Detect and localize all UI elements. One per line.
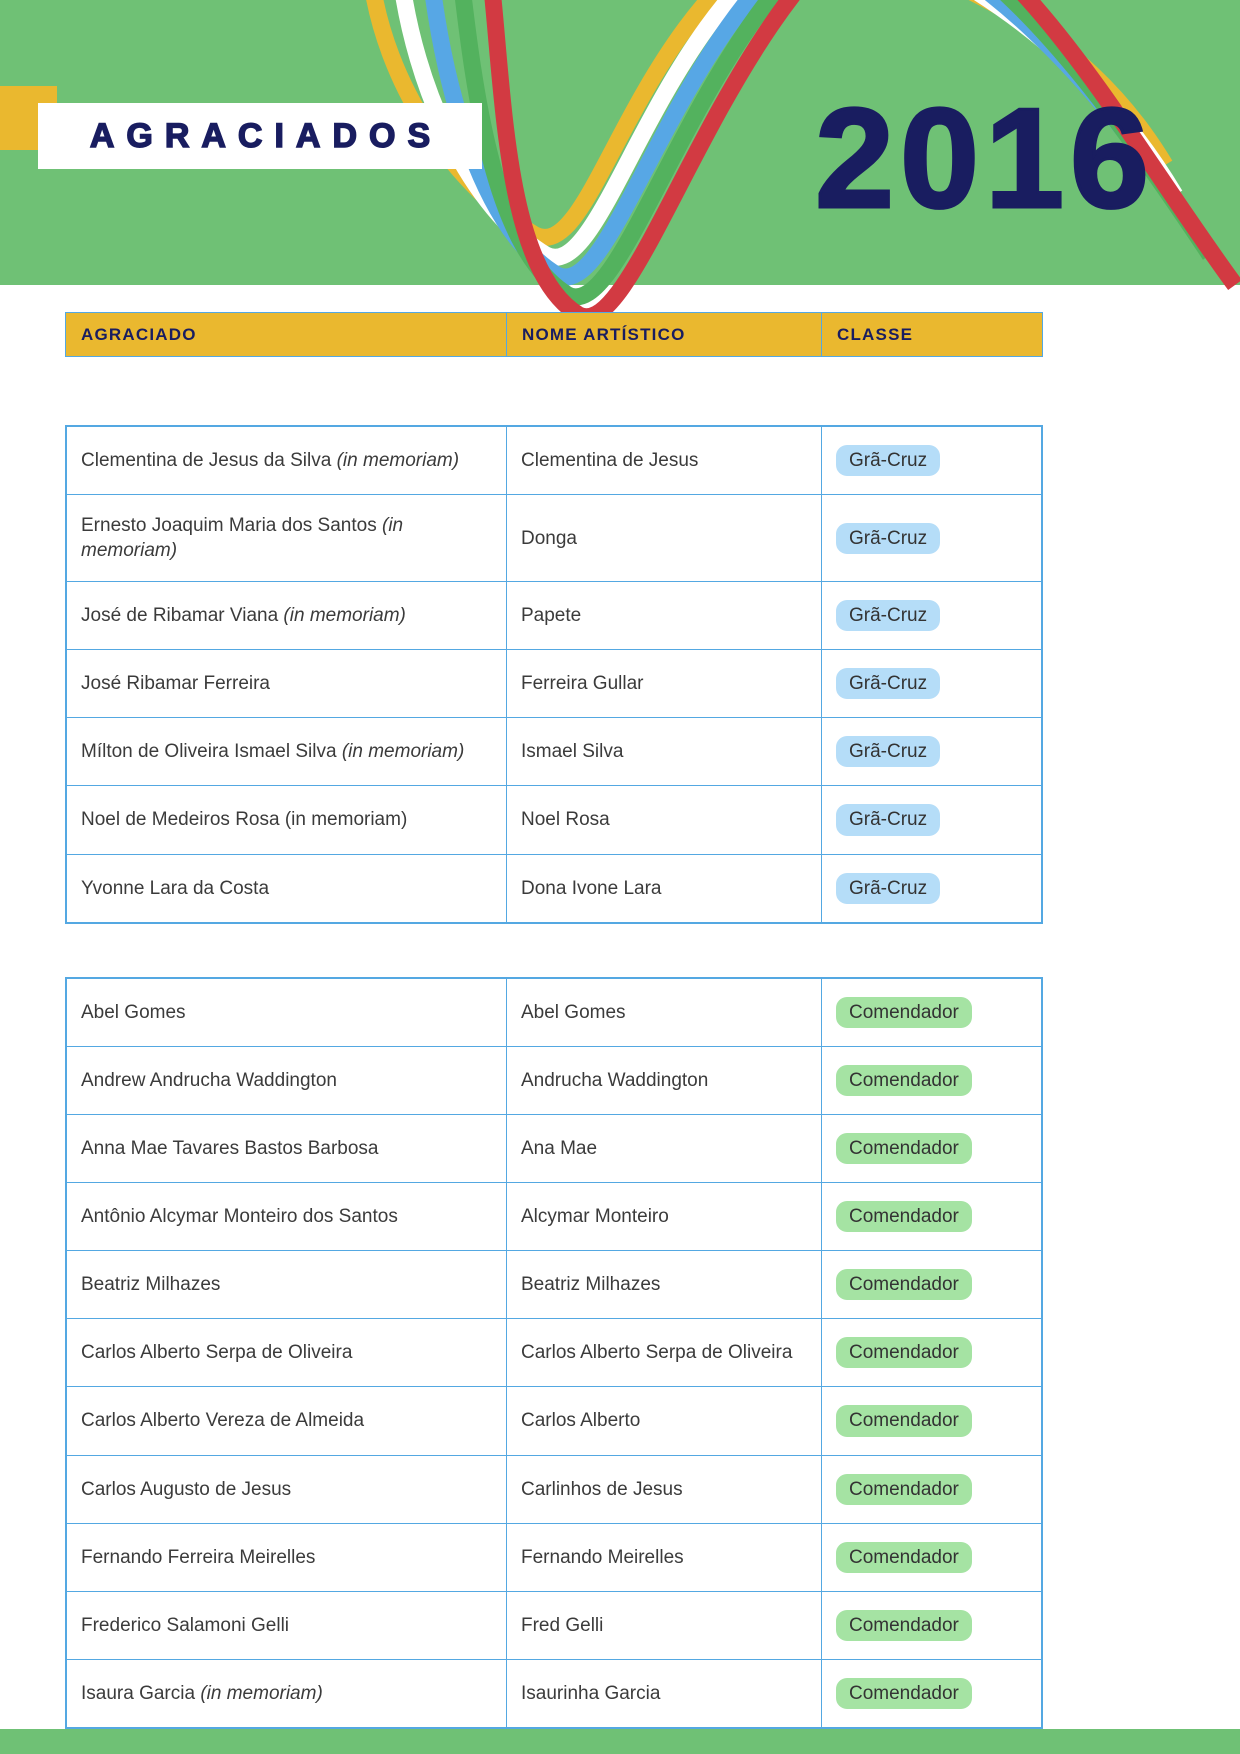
class-cell (822, 1251, 1041, 1318)
honoree-cell (67, 1251, 507, 1318)
table-row (67, 1114, 1041, 1182)
honoree-name: Clementina de Jesus da Silva (in memoriam) (81, 450, 460, 471)
table-row (67, 649, 1041, 717)
footer-bar (0, 1729, 1240, 1754)
class-cell (822, 1456, 1041, 1523)
class-cell (822, 1592, 1041, 1659)
page-title: AGRACIADOS (89, 116, 443, 155)
artistic-name: Beatriz Milhazes (521, 1274, 661, 1296)
table-header-row (65, 312, 1043, 357)
honoree-cell (67, 1319, 507, 1386)
year-label: 2016 (815, 79, 1155, 238)
artistic-name: Fernando Meirelles (521, 1546, 684, 1568)
column-header-nome-artistico: NOME ARTÍSTICO (506, 313, 821, 356)
artistic-name-cell (507, 1660, 822, 1727)
honoree-cell (67, 582, 507, 649)
artistic-name: Clementina de Jesus (521, 450, 699, 471)
class-cell (822, 1387, 1041, 1454)
class-cell (822, 650, 1041, 717)
table-row (67, 1046, 1041, 1114)
table-row (67, 1523, 1041, 1591)
artistic-name-cell (507, 855, 822, 922)
honoree-cell (67, 1047, 507, 1114)
honoree-name: Carlos Augusto de Jesus (81, 1478, 292, 1500)
honoree-name: Antônio Alcymar Monteiro dos Santos (81, 1206, 398, 1228)
artistic-name: Carlos Alberto (521, 1410, 641, 1432)
artistic-name-cell (507, 1319, 822, 1386)
honoree-name: Frederico Salamoni Gelli (81, 1614, 290, 1636)
honorees-table-comendador (65, 977, 1043, 1729)
artistic-name-cell (507, 495, 822, 581)
class-badge: Comendador (836, 1678, 972, 1709)
class-cell (822, 495, 1041, 581)
honoree-name: Isaura Garcia (in memoriam) (81, 1682, 323, 1704)
class-cell (822, 1115, 1041, 1182)
artistic-name-cell (507, 979, 822, 1046)
artistic-name: Ferreira Gullar (521, 673, 644, 695)
honoree-cell (67, 1456, 507, 1523)
honoree-name: Beatriz Milhazes (81, 1274, 221, 1296)
artistic-name: Isaurinha Garcia (521, 1682, 661, 1704)
table-row (67, 427, 1041, 494)
honoree-cell (67, 855, 507, 922)
table-row (67, 717, 1041, 785)
class-cell (822, 1047, 1041, 1114)
artistic-name: Ismael Silva (521, 741, 624, 763)
class-badge: Comendador (836, 1201, 972, 1232)
class-badge: Comendador (836, 1269, 972, 1300)
table-row (67, 854, 1041, 922)
table-row (67, 1386, 1041, 1454)
class-badge: Comendador (836, 1474, 972, 1505)
honoree-cell (67, 786, 507, 853)
artistic-name: Carlinhos de Jesus (521, 1478, 683, 1500)
artistic-name: Ana Mae (521, 1138, 598, 1160)
honoree-name: Abel Gomes (81, 1002, 186, 1023)
class-badge: Grã-Cruz (836, 668, 940, 699)
artistic-name: Donga (521, 527, 577, 549)
table-row (67, 785, 1041, 853)
class-badge: Comendador (836, 1065, 972, 1096)
table-row (67, 581, 1041, 649)
honoree-cell (67, 1387, 507, 1454)
artistic-name: Andrucha Waddington (521, 1070, 709, 1092)
class-badge: Grã-Cruz (836, 804, 940, 835)
honoree-name: Mílton de Oliveira Ismael Silva (in memoriam) (81, 741, 465, 763)
class-cell (822, 979, 1041, 1046)
class-badge: Comendador (836, 1405, 972, 1436)
class-cell (822, 1524, 1041, 1591)
class-badge: Comendador (836, 997, 972, 1028)
class-badge: Comendador (836, 1610, 972, 1641)
class-badge: Grã-Cruz (836, 523, 940, 554)
honoree-cell (67, 427, 507, 494)
honoree-name: Andrew Andrucha Waddington (81, 1070, 337, 1092)
honoree-name: José Ribamar Ferreira (81, 673, 270, 695)
class-badge: Comendador (836, 1542, 972, 1573)
honoree-name: Fernando Ferreira Meirelles (81, 1546, 316, 1568)
class-cell (822, 582, 1041, 649)
honoree-cell (67, 979, 507, 1046)
class-cell (822, 1183, 1041, 1250)
class-cell (822, 427, 1041, 494)
honoree-cell (67, 1660, 507, 1727)
class-cell (822, 1319, 1041, 1386)
honoree-cell (67, 650, 507, 717)
honoree-name: Carlos Alberto Serpa de Oliveira (81, 1342, 353, 1364)
honoree-cell (67, 1183, 507, 1250)
honoree-cell (67, 1115, 507, 1182)
class-badge: Grã-Cruz (836, 873, 940, 904)
class-badge: Grã-Cruz (836, 600, 940, 631)
artistic-name-cell (507, 582, 822, 649)
table-row (67, 1455, 1041, 1523)
class-cell (822, 855, 1041, 922)
honoree-cell (67, 495, 507, 581)
honoree-name: Yvonne Lara da Costa (81, 877, 270, 899)
honoree-name: Carlos Alberto Vereza de Almeida (81, 1410, 365, 1432)
table-row (67, 1182, 1041, 1250)
class-cell (822, 786, 1041, 853)
table-row (67, 1250, 1041, 1318)
column-header-classe: CLASSE (821, 313, 1042, 356)
artistic-name-cell (507, 427, 822, 494)
page-title-box (38, 103, 482, 169)
class-badge: Grã-Cruz (836, 445, 940, 476)
column-header-agraciado: AGRACIADO (66, 313, 506, 356)
honoree-cell (67, 718, 507, 785)
memoriam-note: (in memoriam) (81, 515, 404, 562)
honoree-name: Anna Mae Tavares Bastos Barbosa (81, 1138, 379, 1160)
table-row (67, 1659, 1041, 1727)
honorees-table-gra-cruz (65, 425, 1043, 924)
table-row (67, 979, 1041, 1046)
artistic-name: Abel Gomes (521, 1002, 626, 1023)
class-badge: Grã-Cruz (836, 736, 940, 767)
artistic-name: Fred Gelli (521, 1614, 604, 1636)
artistic-name: Alcymar Monteiro (521, 1206, 669, 1228)
header-banner (0, 0, 1240, 285)
memoriam-note: (in memoriam) (195, 1682, 323, 1704)
artistic-name: Papete (521, 605, 582, 627)
artistic-name-cell (507, 1456, 822, 1523)
memoriam-note: (in memoriam) (278, 605, 406, 627)
class-badge: Comendador (836, 1133, 972, 1164)
table-row (67, 1318, 1041, 1386)
class-cell (822, 1660, 1041, 1727)
honoree-name: José de Ribamar Viana (in memoriam) (81, 605, 406, 627)
artistic-name: Dona Ivone Lara (521, 877, 662, 899)
artistic-name: Carlos Alberto Serpa de Oliveira (521, 1342, 793, 1364)
artistic-name-cell (507, 650, 822, 717)
artistic-name-cell (507, 1115, 822, 1182)
table-row (67, 494, 1041, 581)
memoriam-note: (in memoriam) (331, 450, 460, 471)
artistic-name-cell (507, 1387, 822, 1454)
honoree-name: Ernesto Joaquim Maria dos Santos (in memoriam) (81, 515, 404, 562)
memoriam-note: (in memoriam) (336, 741, 465, 763)
class-badge: Comendador (836, 1337, 972, 1368)
honoree-name: Noel de Medeiros Rosa (in memoriam) (81, 809, 408, 831)
artistic-name: Noel Rosa (521, 809, 610, 831)
artistic-name-cell (507, 1524, 822, 1591)
artistic-name-cell (507, 786, 822, 853)
honoree-cell (67, 1592, 507, 1659)
artistic-name-cell (507, 1047, 822, 1114)
table-row (67, 1591, 1041, 1659)
artistic-name-cell (507, 718, 822, 785)
class-cell (822, 718, 1041, 785)
artistic-name-cell (507, 1592, 822, 1659)
artistic-name-cell (507, 1251, 822, 1318)
artistic-name-cell (507, 1183, 822, 1250)
honoree-cell (67, 1524, 507, 1591)
